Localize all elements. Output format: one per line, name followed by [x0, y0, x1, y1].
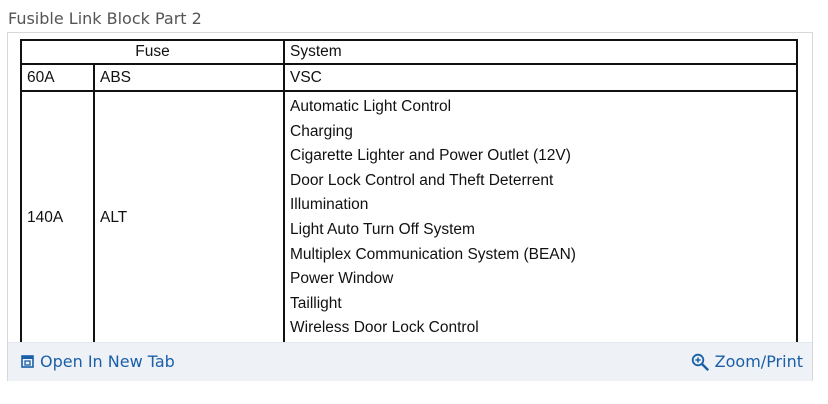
system-item: Taillight	[290, 294, 342, 312]
open-in-new-tab-label: Open In New Tab	[40, 352, 175, 371]
fuse-table-container	[20, 39, 798, 347]
system-item: Multiplex Communication System (BEAN)	[290, 245, 576, 263]
system-item: Charging	[290, 122, 353, 140]
figure-frame	[7, 32, 813, 381]
system-item: Power Window	[290, 270, 394, 288]
zoom-print-link[interactable]	[691, 352, 803, 371]
figure-footer	[8, 342, 812, 381]
open-new-tab-icon	[21, 355, 34, 368]
open-in-new-tab-link[interactable]	[21, 352, 175, 371]
system-item: Door Lock Control and Theft Deterrent	[290, 171, 554, 189]
system-cell: VSC	[284, 64, 797, 91]
fuse-amperage-cell: 60A	[21, 64, 94, 91]
header-system: System	[284, 40, 797, 64]
system-item: Wireless Door Lock Control	[290, 319, 479, 337]
table-header-row	[21, 40, 797, 64]
fuse-amperage-cell: 140A	[21, 91, 94, 346]
system-list-cell	[284, 91, 797, 346]
system-item: Automatic Light Control	[290, 98, 452, 115]
fuse-name-cell: ALT	[94, 91, 284, 346]
table-row	[21, 64, 797, 91]
fuse-table	[20, 39, 798, 347]
figure-caption: Fusible Link Block Part 2	[8, 9, 202, 28]
header-fuse: Fuse	[21, 40, 284, 64]
system-item: Cigarette Lighter and Power Outlet (12V)	[290, 147, 571, 165]
magnifier-plus-icon	[691, 353, 709, 371]
system-item: Illumination	[290, 196, 369, 214]
zoom-print-label: Zoom/Print	[714, 352, 803, 371]
fuse-name-cell: ABS	[94, 64, 284, 91]
system-item: Light Auto Turn Off System	[290, 220, 475, 238]
table-row	[21, 91, 797, 346]
